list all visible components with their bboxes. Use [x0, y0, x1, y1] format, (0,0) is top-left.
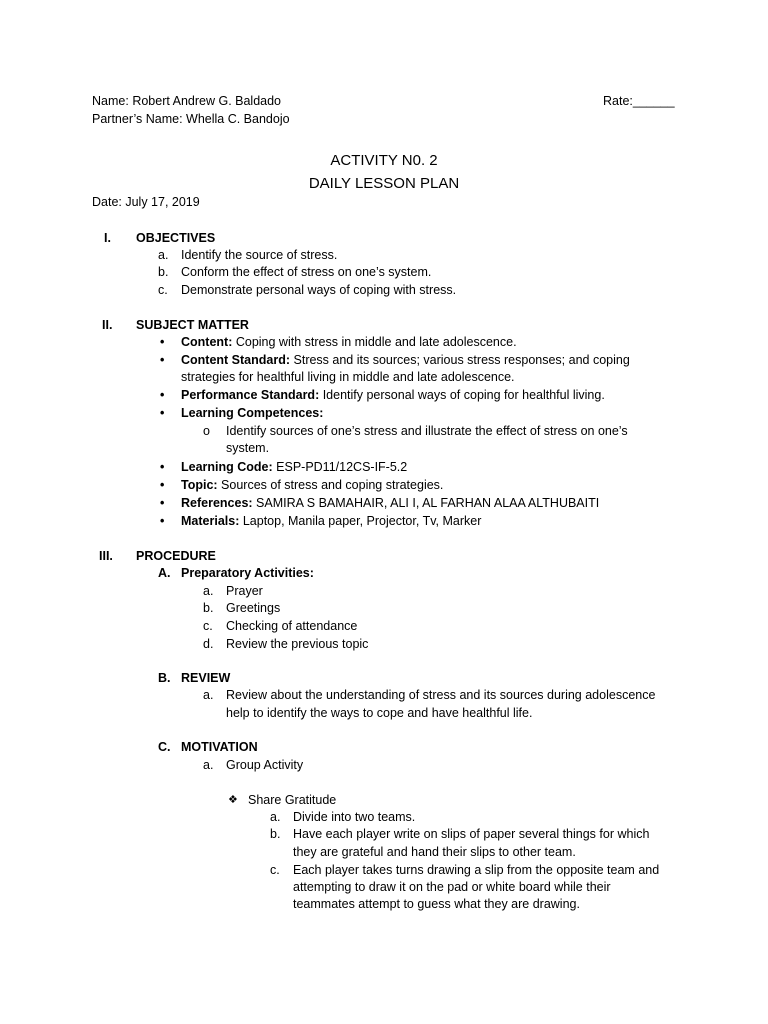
name-line — [92, 93, 281, 111]
materials-text: Laptop, Manila paper, Projector, Tv, Marker — [239, 514, 482, 528]
page-subtitle: DAILY LESSON PLAN — [308, 175, 460, 192]
step-text-continued: attempting to draw it on the pad or white board while their — [293, 880, 611, 894]
content-standard-text: Stress and its sources; various stress responses; and coping — [290, 353, 630, 367]
performance-standard-text: Identify personal ways of coping for healthful living. — [319, 388, 605, 402]
performance-standard-label: Performance Standard: — [181, 388, 320, 402]
subsection-marker: A. — [158, 566, 171, 580]
date-line: Date: July 17, 2019 — [92, 195, 200, 209]
list-item: Prayer — [226, 584, 263, 598]
list-marker: d. — [203, 637, 214, 651]
content-standard-text-continued: strategies for healthful living in middle and late adolescence. — [181, 370, 515, 384]
objective-item: Identify the source of stress. — [181, 248, 338, 262]
list-marker: b. — [158, 265, 169, 279]
list-item: Review the previous topic — [226, 637, 369, 651]
list-item: Greetings — [226, 601, 281, 615]
list-marker: b. — [203, 601, 214, 615]
section-numeral-procedure: III. — [99, 549, 113, 563]
subsection-marker: C. — [158, 740, 171, 754]
review-text: Review about the understanding of stress and its sources during adolescence — [226, 688, 656, 702]
sub-bullet-marker: o — [203, 424, 210, 438]
topic-text: Sources of stress and coping strategies. — [217, 478, 444, 492]
references-text: SAMIRA S BAMAHAIR, ALI I, AL FARHAN ALAA ALTHUBAITI — [252, 496, 600, 510]
bullet: • — [160, 335, 165, 349]
objective-item: Demonstrate personal ways of coping with stress. — [181, 283, 457, 297]
diamond-bullet-icon: ❖ — [228, 794, 238, 806]
learning-code-label: Learning Code: — [181, 460, 273, 474]
step-text: Have each player write on slips of paper several things for which — [293, 827, 650, 841]
list-marker: b. — [270, 827, 281, 841]
step-text: Each player takes turns drawing a slip from the opposite team and — [293, 863, 660, 877]
section-heading-procedure: PROCEDURE — [136, 549, 216, 563]
list-marker: c. — [203, 619, 213, 633]
name-label: Name: — [92, 94, 129, 108]
references-line — [181, 495, 599, 513]
competence-text: Identify sources of one’s stress and illustrate the effect of stress on one’s — [226, 424, 628, 438]
group-activity-text: Group Activity — [226, 758, 304, 772]
review-text-continued: help to identify the ways to cope and have healthful life. — [226, 706, 533, 720]
page-title: ACTIVITY N0. 2 — [330, 152, 438, 169]
name-value: Robert Andrew G. Baldado — [132, 94, 282, 108]
subsection-heading-motivation: MOTIVATION — [181, 740, 258, 754]
bullet: • — [160, 353, 165, 367]
content-label: Content: — [181, 335, 233, 349]
step-text-continued: they are grateful and hand their slips to other team. — [293, 845, 576, 859]
list-marker: a. — [203, 688, 214, 702]
section-numeral-objectives: I. — [104, 231, 111, 245]
learning-code-line — [181, 459, 407, 477]
bullet: • — [160, 496, 165, 510]
bullet: • — [160, 406, 165, 420]
references-label: References: — [181, 496, 253, 510]
section-heading-objectives: OBJECTIVES — [136, 231, 216, 245]
competence-text-continued: system. — [226, 441, 270, 455]
bullet: • — [160, 460, 165, 474]
performance-standard-line — [181, 387, 605, 405]
partner-label: Partner’s Name: — [92, 112, 183, 126]
subsection-heading-review: REVIEW — [181, 671, 231, 685]
topic-label: Topic: — [181, 478, 218, 492]
content-line — [181, 334, 517, 352]
list-item: Checking of attendance — [226, 619, 358, 633]
learning-code-text: ESP-PD11/12CS-IF-5.2 — [272, 460, 408, 474]
bullet: • — [160, 478, 165, 492]
list-marker: c. — [158, 283, 168, 297]
partner-line — [92, 111, 290, 129]
learning-competences-label: Learning Competences: — [181, 406, 324, 420]
materials-line — [181, 513, 481, 531]
section-numeral-subject: II. — [102, 318, 113, 332]
topic-line — [181, 477, 443, 495]
list-marker: a. — [270, 810, 281, 824]
subsection-heading-preparatory: Preparatory Activities: — [181, 566, 314, 580]
step-text-continued: teammates attempt to guess what they are drawing. — [293, 897, 580, 911]
subsection-marker: B. — [158, 671, 171, 685]
partner-value: Whella C. Bandojo — [186, 112, 290, 126]
content-standard-line — [181, 352, 630, 370]
list-marker: a. — [203, 758, 214, 772]
rate-field: Rate:______ — [603, 94, 675, 108]
materials-label: Materials: — [181, 514, 240, 528]
bullet: • — [160, 388, 165, 402]
section-heading-subject: SUBJECT MATTER — [136, 318, 249, 332]
list-marker: a. — [203, 584, 214, 598]
content-standard-label: Content Standard: — [181, 353, 291, 367]
list-marker: c. — [270, 863, 280, 877]
share-gratitude-heading: Share Gratitude — [248, 793, 337, 807]
list-marker: a. — [158, 248, 169, 262]
objective-item: Conform the effect of stress on one’s system. — [181, 265, 432, 279]
bullet: • — [160, 514, 165, 528]
step-text: Divide into two teams. — [293, 810, 416, 824]
content-text: Coping with stress in middle and late adolescence. — [232, 335, 517, 349]
